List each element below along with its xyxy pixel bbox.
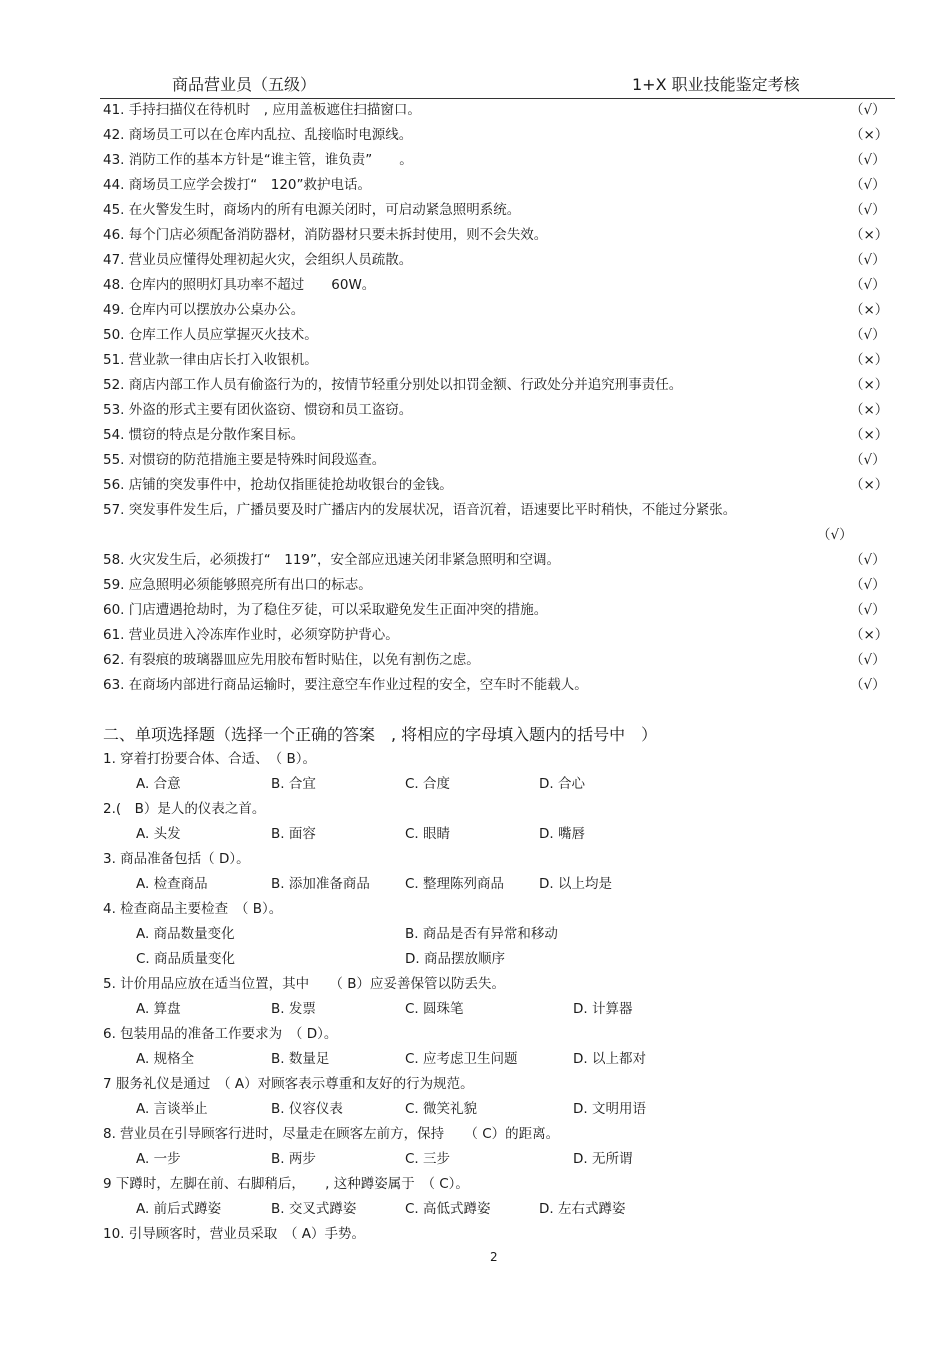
mc-question-line	[0, 1072, 950, 1097]
tf-answer: （√）	[850, 252, 886, 268]
mc-question-text: 9 下蹲时，左脚在前、右脚稍后， , 这种蹲姿属于 （ C）。	[103, 1176, 469, 1192]
mc-option: A. 检查商品	[136, 876, 208, 892]
section-title: 二、单项选择题（选择一个正确的答案 , 将相应的字母填入题内的括号中 ）	[103, 725, 658, 744]
mc-question-line	[0, 1022, 950, 1047]
mc-option: D. 以上都对	[573, 1051, 646, 1067]
mc-options-line	[0, 872, 950, 897]
multiple-choice-list	[0, 747, 950, 1247]
tf-answer: （√）	[850, 452, 886, 468]
tf-answer: （√）	[817, 527, 853, 543]
mc-option: D. 计算器	[573, 1001, 633, 1017]
mc-question-line	[0, 1122, 950, 1147]
tf-question-row	[0, 548, 950, 573]
tf-question-text: 62. 有裂痕的玻璃器皿应先用胶布暂时贴住，以免有割伤之虑。	[103, 652, 480, 668]
tf-question-text: 58. 火灾发生后，必须拨打“ 119”，安全部应迅速关闭非紧急照明和空调。	[103, 552, 561, 568]
tf-answer: （√）	[850, 102, 886, 118]
tf-question-text: 45. 在火警发生时，商场内的所有电源关闭时，可启动紧急照明系统。	[103, 202, 521, 218]
tf-question-text: 49. 仓库内可以摆放办公桌办公。	[103, 302, 305, 318]
mc-option: B. 两步	[271, 1151, 316, 1167]
mc-question-text: 10. 引导顾客时，营业员采取 （ A）手势。	[103, 1226, 366, 1242]
tf-question-row	[0, 648, 950, 673]
tf-answer: （×）	[850, 227, 889, 243]
tf-answer: （×）	[850, 127, 889, 143]
tf-question-text: 55. 对惯窃的防范措施主要是特殊时间段巡查。	[103, 452, 386, 468]
mc-question-text: 3. 商品准备包括（ D）。	[103, 851, 250, 867]
tf-answer: （√）	[850, 177, 886, 193]
tf-question-text: 47. 营业员应懂得处理初起火灾，会组织人员疏散。	[103, 252, 413, 268]
mc-option: C. 整理陈列商品	[405, 876, 505, 892]
mc-question-text: 8. 营业员在引导顾客行进时，尽量走在顾客左前方，保持 （ C）的距离。	[103, 1126, 560, 1142]
mc-option: B. 数量足	[271, 1051, 330, 1067]
tf-question-row	[0, 598, 950, 623]
mc-option: C. 眼睛	[405, 826, 451, 842]
tf-question-text: 50. 仓库工作人员应掌握灭火技术。	[103, 327, 318, 343]
tf-answer: （×）	[850, 402, 889, 418]
tf-question-row	[0, 273, 950, 298]
tf-answer: （×）	[850, 377, 889, 393]
mc-question-line	[0, 897, 950, 922]
tf-question-text: 48. 仓库内的照明灯具功率不超过 60W。	[103, 277, 376, 293]
mc-option: B. 商品是否有异常和移动	[405, 926, 558, 942]
mc-option: C. 合度	[405, 776, 451, 792]
tf-question-row	[0, 573, 950, 598]
mc-question-line	[0, 747, 950, 772]
tf-answer: （×）	[850, 427, 889, 443]
tf-answer: （√）	[850, 677, 886, 693]
mc-question-text: 1. 穿着打扮要合体、合适、 （ B）。	[103, 751, 316, 767]
mc-option: B. 仪容仪表	[271, 1101, 343, 1117]
mc-question-line	[0, 1222, 950, 1247]
mc-option: D. 商品摆放顺序	[405, 951, 505, 967]
mc-question-text: 7 服务礼仪是通过 （ A）对顾客表示尊重和友好的行为规范。	[103, 1076, 474, 1092]
tf-question-text: 43. 消防工作的基本方针是“谁主管，谁负责” 。	[103, 152, 413, 168]
mc-option: A. 头发	[136, 826, 181, 842]
mc-option: C. 商品质量变化	[136, 951, 236, 967]
tf-question-row	[0, 623, 950, 648]
tf-answer: （√）	[850, 152, 886, 168]
mc-option: B. 面容	[271, 826, 316, 842]
tf-question-text: 60. 门店遭遇抢劫时，为了稳住歹徒，可以采取避免发生正面冲突的措施。	[103, 602, 548, 618]
tf-question-row	[0, 398, 950, 423]
tf-question-row	[0, 123, 950, 148]
mc-options-line	[0, 1047, 950, 1072]
tf-question-text: 41. 手持扫描仪在待机时 , 应用盖板遮住扫描窗口。	[103, 102, 421, 118]
mc-options-line	[0, 822, 950, 847]
mc-options-line	[0, 997, 950, 1022]
mc-option: B. 添加准备商品	[271, 876, 370, 892]
mc-option: C. 应考虑卫生问题	[405, 1051, 518, 1067]
header-left-title: 商品营业员（五级）	[172, 75, 317, 94]
mc-option: C. 微笑礼貌	[405, 1101, 478, 1117]
tf-question-text: 46. 每个门店必须配备消防器材，消防器材只要未拆封使用，则不会失效。	[103, 227, 548, 243]
tf-answer: （√）	[850, 202, 886, 218]
mc-question-line	[0, 847, 950, 872]
tf-answer: （√）	[850, 552, 886, 568]
mc-option: A. 规格全	[136, 1051, 195, 1067]
mc-option: D. 以上均是	[539, 876, 612, 892]
header-right-title: 1+X 职业技能鉴定考核	[632, 75, 800, 94]
tf-question-text: 59. 应急照明必须能够照亮所有出口的标志。	[103, 577, 372, 593]
tf-question-text: 44. 商场员工应学会拨打“ 120”救护电话。	[103, 177, 372, 193]
true-false-list	[0, 98, 950, 698]
page-header	[100, 70, 895, 99]
mc-option: C. 圆珠笔	[405, 1001, 464, 1017]
tf-answer: （√）	[850, 327, 886, 343]
tf-question-row	[0, 673, 950, 698]
mc-option: C. 三步	[405, 1151, 451, 1167]
tf-question-row	[0, 298, 950, 323]
page-number: 2	[490, 1250, 498, 1264]
tf-answer: （×）	[850, 477, 889, 493]
tf-answer: （√）	[850, 602, 886, 618]
mc-option: A. 商品数量变化	[136, 926, 235, 942]
tf-question-text: 56. 店铺的突发事件中，抢劫仅指匪徒抢劫收银台的金钱。	[103, 477, 453, 493]
mc-option: D. 无所谓	[573, 1151, 633, 1167]
mc-options-line	[0, 947, 950, 972]
tf-question-row	[0, 448, 950, 473]
mc-option: C. 高低式蹲姿	[405, 1201, 491, 1217]
mc-question-line	[0, 1172, 950, 1197]
mc-option: D. 嘴唇	[539, 826, 585, 842]
tf-answer: （√）	[850, 577, 886, 593]
mc-option: D. 合心	[539, 776, 585, 792]
mc-options-line	[0, 772, 950, 797]
mc-option: A. 一步	[136, 1151, 181, 1167]
tf-question-row	[0, 248, 950, 273]
tf-answer: （√）	[850, 277, 886, 293]
tf-question-row	[0, 423, 950, 448]
mc-options-line	[0, 1197, 950, 1222]
mc-question-text: 6. 包装用品的准备工作要求为 （ D）。	[103, 1026, 338, 1042]
mc-option: B. 发票	[271, 1001, 316, 1017]
tf-question-row	[0, 348, 950, 373]
tf-answer: （√）	[850, 652, 886, 668]
tf-question-row	[0, 98, 950, 123]
tf-question-text: 63. 在商场内部进行商品运输时，要注意空车作业过程的安全，空车时不能载人。	[103, 677, 588, 693]
mc-options-line	[0, 1097, 950, 1122]
mc-question-text: 2.( B）是人的仪表之首。	[103, 801, 266, 817]
mc-option: A. 言谈举止	[136, 1101, 208, 1117]
tf-question-text: 52. 商店内部工作人员有偷盗行为的，按情节轻重分别处以扣罚金额、行政处分并追究刑事责任。	[103, 377, 683, 393]
tf-question-row	[0, 223, 950, 248]
tf-question-text: 54. 惯窃的特点是分散作案目标。	[103, 427, 305, 443]
tf-question-text: 42. 商场员工可以在仓库内乱拉、乱接临时电源线。	[103, 127, 413, 143]
mc-options-line	[0, 1147, 950, 1172]
tf-question-row	[0, 148, 950, 173]
mc-question-line	[0, 972, 950, 997]
tf-question-text: 53. 外盗的形式主要有团伙盗窃、惯窃和员工盗窃。	[103, 402, 413, 418]
mc-option: B. 合宜	[271, 776, 316, 792]
mc-options-line	[0, 922, 950, 947]
tf-question-row	[0, 373, 950, 398]
tf-answer: （×）	[850, 352, 889, 368]
tf-answer: （×）	[850, 302, 889, 318]
tf-question-row	[0, 323, 950, 348]
mc-question-text: 5. 计价用品应放在适当位置，其中 （ B）应妥善保管以防丢失。	[103, 976, 505, 992]
mc-question-line	[0, 797, 950, 822]
mc-option: B. 交叉式蹲姿	[271, 1201, 357, 1217]
tf-question-row	[0, 473, 950, 498]
mc-option: D. 左右式蹲姿	[539, 1201, 626, 1217]
mc-option: D. 文明用语	[573, 1101, 646, 1117]
tf-question-text: 51. 营业款一律由店长打入收银机。	[103, 352, 318, 368]
mc-option: A. 算盘	[136, 1001, 181, 1017]
tf-answer: （×）	[850, 627, 889, 643]
mc-option: A. 前后式蹲姿	[136, 1201, 222, 1217]
tf-question-text: 57. 突发事件发生后，广播员要及时广播店内的发展状况，语音沉着，语速要比平时稍快，不能过分紧张。	[103, 502, 737, 518]
tf-question-row	[0, 498, 950, 548]
tf-question-row	[0, 173, 950, 198]
tf-question-text: 61. 营业员进入冷冻库作业时，必须穿防护背心。	[103, 627, 399, 643]
tf-question-row	[0, 198, 950, 223]
mc-question-text: 4. 检查商品主要检查 （ B）。	[103, 901, 283, 917]
mc-option: A. 合意	[136, 776, 181, 792]
